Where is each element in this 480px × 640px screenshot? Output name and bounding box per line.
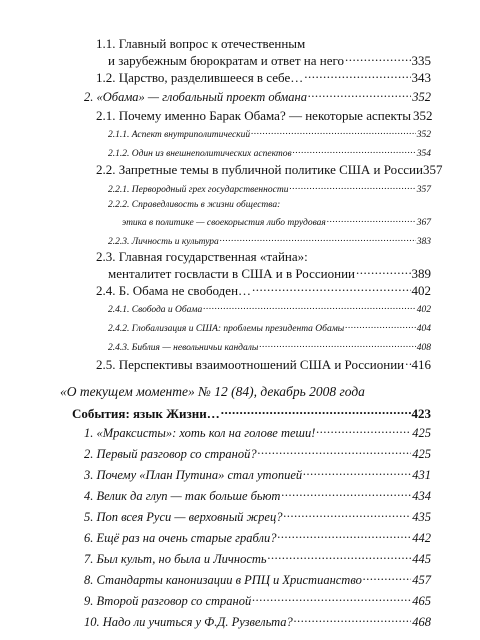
toc-page-number: 408: [416, 342, 431, 353]
toc-entry-title: 1. «Мраксисты»: хоть кол на голове теши!: [84, 425, 316, 440]
leader-dots: [220, 234, 416, 244]
toc-page-number: 357: [416, 184, 431, 195]
toc-entry-2-3-line1: 2.3. Главная государственная «тайна»:: [96, 249, 308, 264]
toc-page-number: 354: [416, 148, 431, 159]
toc-entry-1-1[interactable]: [108, 52, 431, 69]
toc-entry-title: 5. Поп всея Руси — верховный жрец?: [84, 509, 283, 524]
toc-entry-title: 2.5. Перспективы взаимоотношений США и Россионии: [96, 357, 405, 372]
toc-page-number: 383: [416, 236, 431, 247]
toc-page-number: 367: [416, 217, 431, 228]
leader-dots: [251, 127, 416, 137]
toc-entry-title: 6. Ещё раз на очень старые грабли?: [84, 530, 277, 545]
toc-page-number: 352: [413, 108, 433, 123]
toc-page-number: 445: [412, 551, 431, 566]
toc-entry-title: менталитет госвласти в США и в Россионии: [108, 266, 355, 281]
toc-entry-title: 2.2.1. Первородный грех государственности: [108, 184, 289, 195]
toc-entry-title: 2.2. Запретные темы в публичной политике США и России: [96, 162, 423, 177]
toc-entry-title: 10. Надо ли учиться у Ф.Д. Рузвельта?: [84, 614, 293, 629]
toc-page-number: 343: [411, 70, 431, 85]
leader-dots: [203, 302, 416, 312]
toc-page-number: 425: [412, 425, 431, 440]
leader-dots: [258, 445, 412, 458]
leader-dots: [259, 340, 415, 350]
toc-page-number: 442: [412, 530, 431, 545]
toc-item-6[interactable]: [84, 529, 431, 546]
toc-page-number: 357: [422, 162, 443, 177]
toc-entry-title: 9. Второй разговор со страной: [84, 593, 252, 608]
toc-entry-2-2-1[interactable]: [108, 182, 431, 195]
leader-dots: [304, 69, 410, 82]
toc-entry-2-2[interactable]: [96, 162, 443, 178]
leader-dots: [308, 88, 411, 101]
toc-entry-2-1-2[interactable]: [108, 146, 431, 159]
leader-dots: [293, 146, 416, 156]
leader-dots: [303, 466, 411, 479]
toc-page-number: 352: [416, 129, 431, 140]
leader-dots: [327, 215, 416, 225]
toc-page-number: 402: [411, 283, 431, 298]
toc-item-3[interactable]: [84, 466, 431, 483]
toc-item-8[interactable]: [84, 571, 431, 588]
leader-dots: [252, 592, 411, 605]
toc-item-5[interactable]: [84, 508, 431, 525]
toc-item-2[interactable]: [84, 445, 431, 462]
toc-entry-2-2-2-line1: 2.2.2. Справедливость в жизни общества:: [108, 200, 281, 210]
toc-entry-2-5[interactable]: [96, 356, 431, 373]
leader-dots: [363, 571, 411, 584]
toc-item-1[interactable]: [84, 424, 431, 441]
toc-item-7[interactable]: [84, 550, 431, 567]
toc-item-9[interactable]: [84, 592, 431, 609]
toc-entry-title: 2. «Обама» — глобальный проект обмана: [84, 89, 307, 104]
leader-dots: [294, 613, 411, 626]
toc-entry-2-4-2[interactable]: [108, 321, 431, 334]
toc-entry-title: 2.4.1. Свобода и Обама: [108, 304, 203, 315]
leader-dots: [283, 508, 411, 521]
toc-entry-title: 8. Стандарты канонизации в РПЦ и Христианство: [84, 572, 362, 587]
toc-entry-title: 3. Почему «План Путина» стал утопией: [84, 467, 303, 482]
leader-dots: [281, 487, 411, 500]
toc-item-4[interactable]: [84, 487, 431, 504]
toc-item-10[interactable]: [84, 613, 431, 630]
toc-entry-2-4[interactable]: [96, 282, 431, 299]
leader-dots: [316, 424, 411, 437]
toc-entry-title: 7. Был культ, но была и Личность: [84, 551, 267, 566]
toc-page-number: 457: [412, 572, 431, 587]
toc-entry-title: этика в политике — своекорыстия либо трудовая: [122, 217, 326, 228]
toc-page-number: 352: [412, 89, 431, 104]
leader-dots: [268, 550, 412, 563]
toc-entry-title: События: язык Жизни…: [72, 406, 220, 421]
toc-entry-2-1-1[interactable]: [108, 127, 431, 140]
toc-page-number: 404: [416, 323, 431, 334]
toc-entry-2-2-3[interactable]: [108, 234, 431, 247]
leader-dots: [356, 265, 411, 278]
toc-entry-title: 4. Велик да глуп — так больше бьют: [84, 488, 281, 503]
toc-entry-title: 2.4.3. Библия — невольничьи кандалы: [108, 342, 259, 353]
toc-entry-title: 2.1. Почему именно Барак Обама? — некоторые аспекты: [96, 108, 412, 123]
toc-entry-2-3[interactable]: [108, 265, 431, 282]
leader-dots: [277, 529, 411, 542]
leader-dots: [345, 321, 416, 331]
toc-entry-title: 2.2.3. Личность и культура: [108, 236, 219, 247]
toc-page-number: 402: [416, 304, 431, 315]
toc-page-number: 425: [412, 446, 431, 461]
toc-entry-title: 2.1.1. Аспект внутриполитический: [108, 129, 251, 140]
toc-entry-2-4-1[interactable]: [108, 302, 431, 315]
toc-page-number: 335: [411, 53, 431, 68]
leader-dots: [252, 282, 410, 295]
section-header: «О текущем моменте» № 12 (84), декабрь 2008 года: [60, 384, 365, 399]
toc-entry-title: 1.2. Царство, разделившееся в себе…: [96, 70, 304, 85]
leader-dots: [345, 52, 411, 65]
leader-dots: [405, 356, 410, 369]
toc-entry-title: и зарубежным бюрократам и ответ на него: [108, 53, 344, 68]
toc-entry-title: 2.4. Б. Обама не свободен…: [96, 283, 252, 298]
toc-entry-2-1[interactable]: [96, 107, 431, 124]
toc-entry-title: 2. Первый разговор со страной?: [84, 446, 257, 461]
leader-dots: [289, 182, 415, 192]
toc-page-number: 423: [411, 406, 431, 421]
toc-page-number: 435: [412, 509, 431, 524]
toc-entry-title: 2.4.2. Глобализация и США: проблемы президента Обамы: [108, 323, 345, 334]
toc-page-number: 389: [411, 266, 431, 281]
leader-dots: [221, 405, 411, 418]
toc-page-number: 434: [412, 488, 431, 503]
toc-page-number: 416: [411, 357, 431, 372]
toc-entry-2-4-3[interactable]: [108, 340, 431, 353]
toc-page-number: 465: [412, 593, 431, 608]
toc-entry-1-2[interactable]: [96, 69, 431, 86]
toc-entry-2[interactable]: [84, 88, 431, 105]
toc-page-number: 468: [412, 614, 431, 629]
toc-entry-events[interactable]: [72, 405, 431, 422]
toc-entry-title: 2.1.2. Один из внешнеполитических аспектов: [108, 148, 292, 159]
toc-entry-2-2-2[interactable]: [122, 215, 431, 228]
toc-entry-1-1-line1: 1.1. Главный вопрос к отечественным: [96, 36, 306, 51]
toc-page-number: 431: [412, 467, 431, 482]
